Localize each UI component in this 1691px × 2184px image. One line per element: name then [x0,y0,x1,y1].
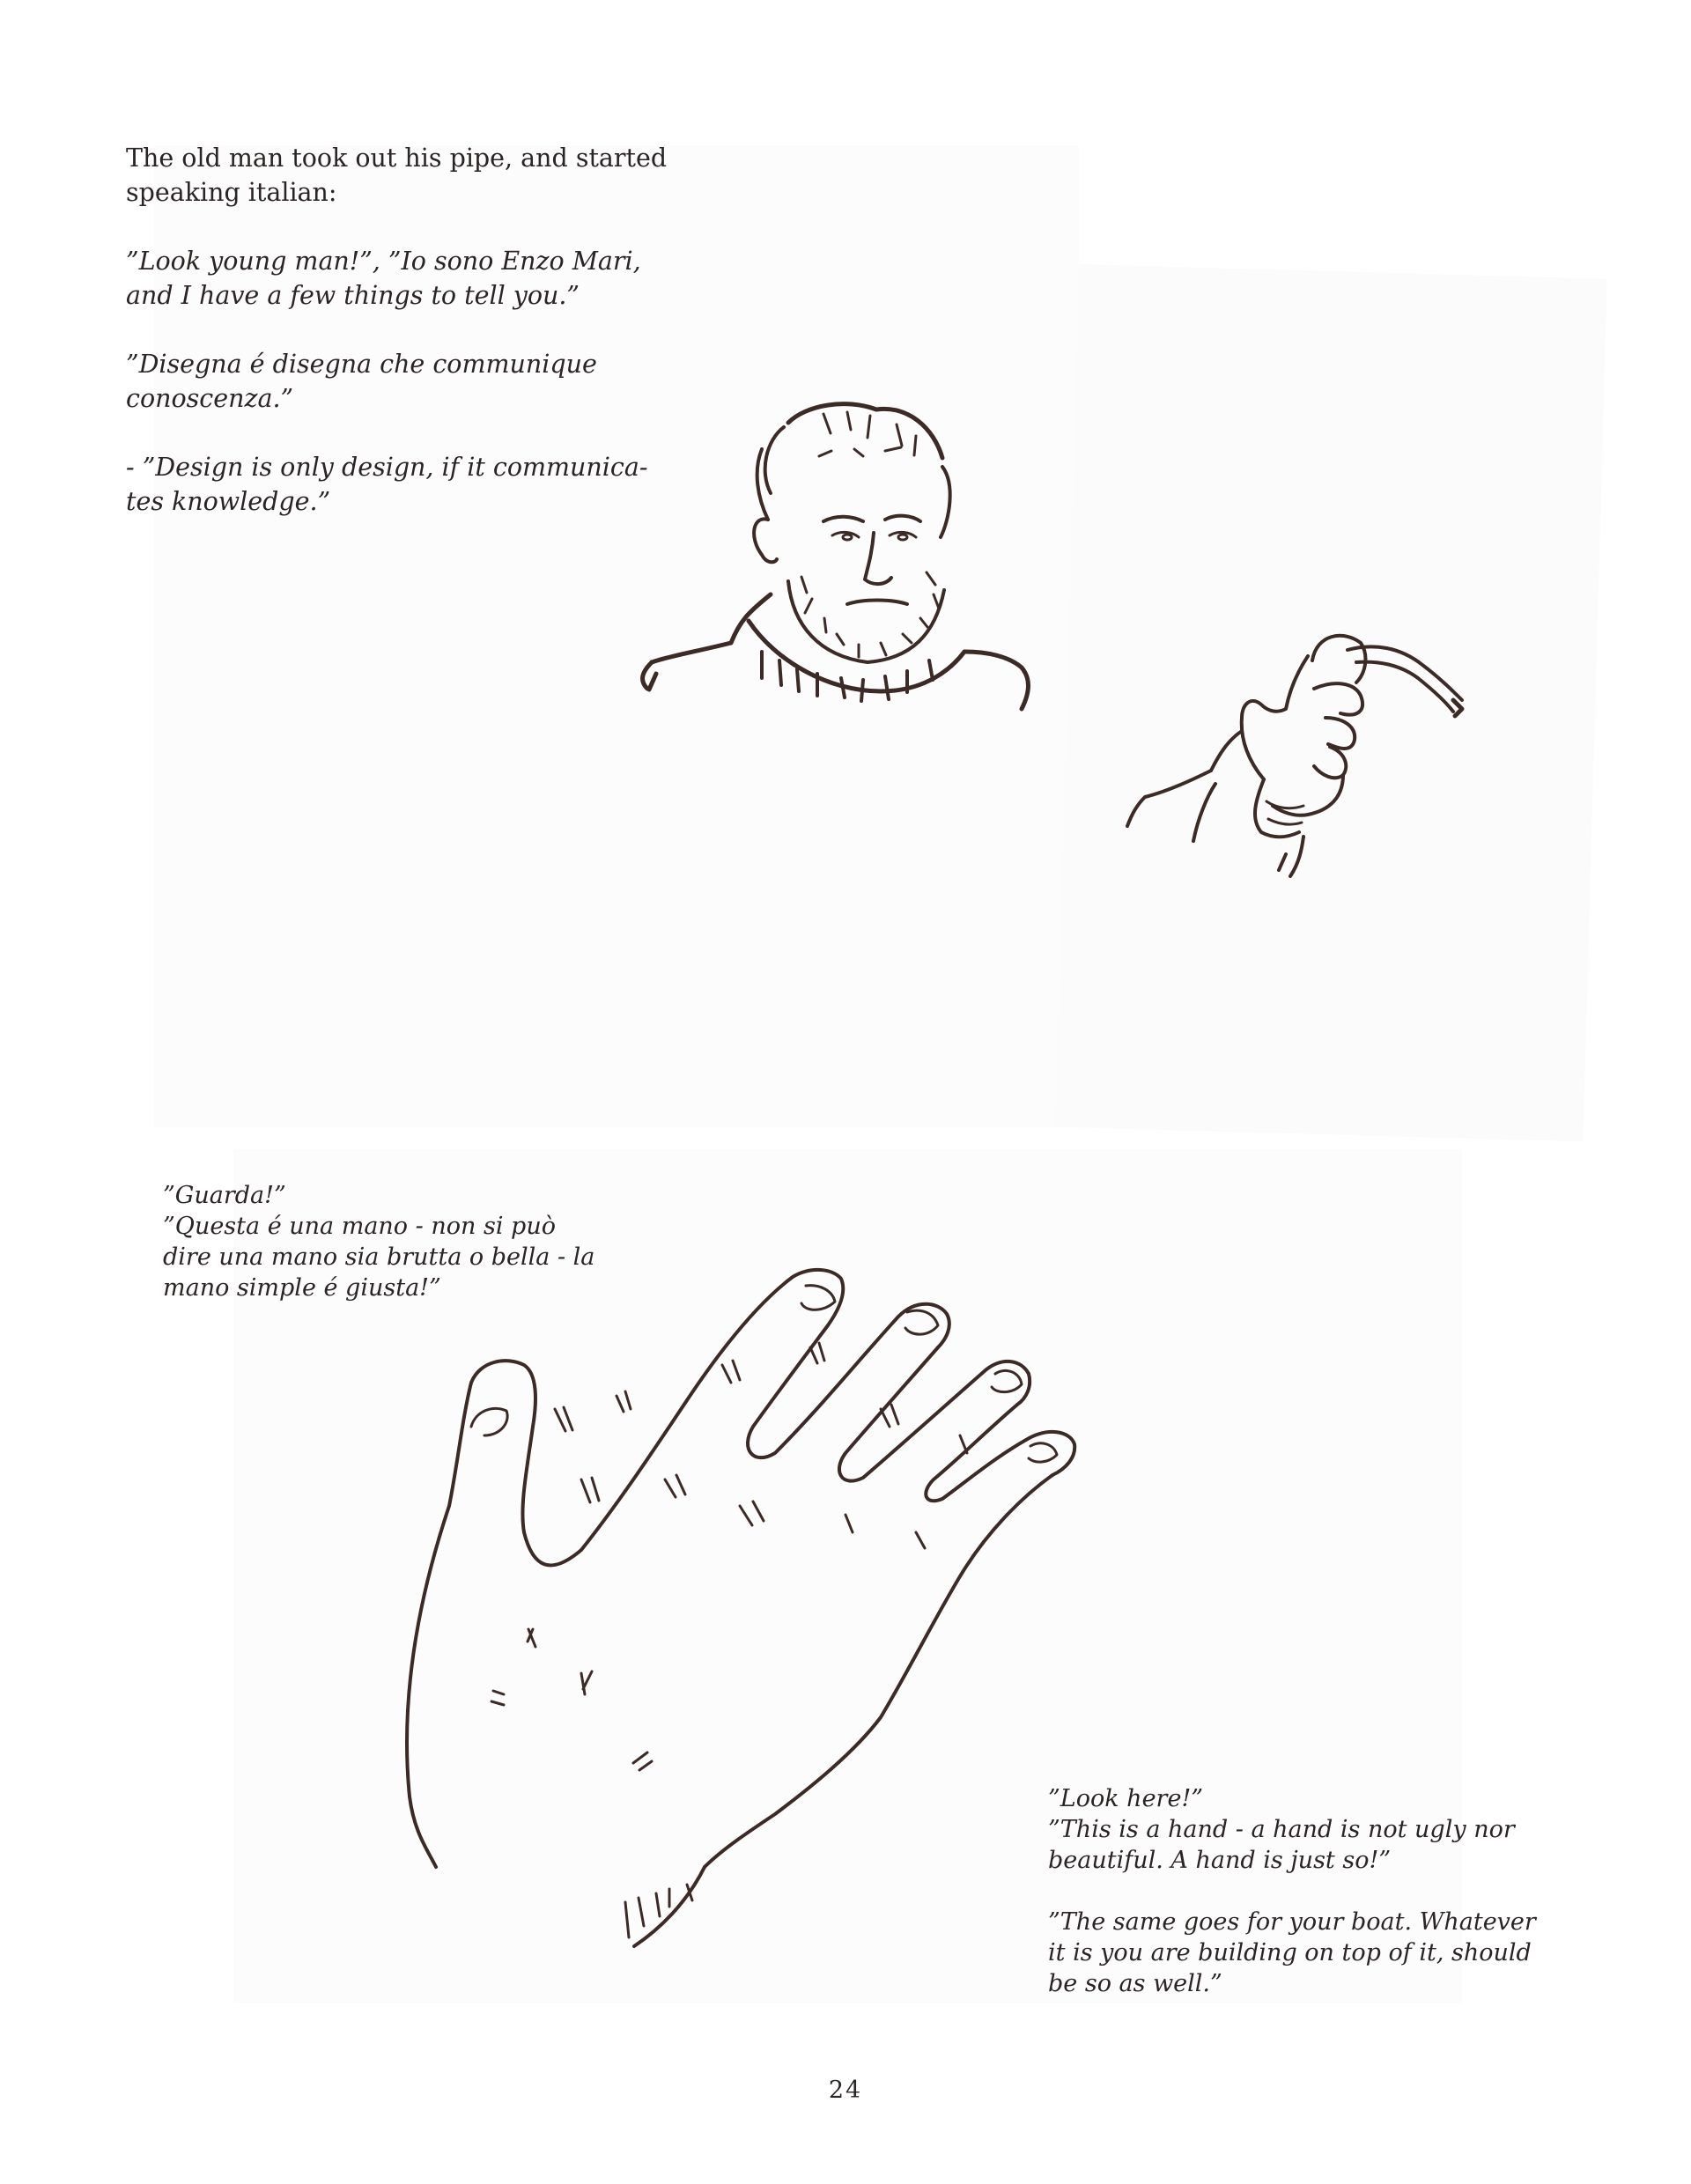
quote-line: ”This is a hand - a hand is not ugly nor [1048,1816,1515,1843]
quote-line: - ”Design is only design, if it communica- [126,453,648,482]
quote-line: ”Questa é una mano - non si può [163,1213,556,1240]
quote-line: be so as well.” [1048,1970,1222,1997]
quote-line: ”The same goes for your boat. Whatever [1048,1908,1536,1936]
quote-line: beautiful. A hand is just so!” [1048,1847,1392,1874]
quote-line: ”Look young man!”, ”Io sono Enzo Mari, [126,247,641,276]
intro-text [126,141,690,519]
page-number: 24 [828,2077,863,2104]
quote-line: ”Look here!” [1048,1785,1204,1812]
quote-line: mano simple é giusta!” [163,1274,441,1302]
look-here-quote [1048,1783,1541,1999]
intro-line: speaking italian: [126,178,337,207]
quote-line: ”Disegna é disegna che communique [126,350,597,379]
hand-with-pipe-drawing [1110,608,1480,889]
quote-line: and I have a few things to tell you.” [126,281,580,310]
intro-line: The old man took out his pipe, and started [126,144,668,173]
man-portrait-drawing [617,387,1092,775]
quote-line: tes knowledge.” [126,487,331,516]
quote-line: conoscenza.” [126,384,294,413]
quote-line: dire una mano sia brutta o bella - la [163,1243,595,1271]
quote-line: ”Guarda!” [163,1182,286,1209]
quote-line: it is you are building on top of it, should [1048,1939,1532,1966]
